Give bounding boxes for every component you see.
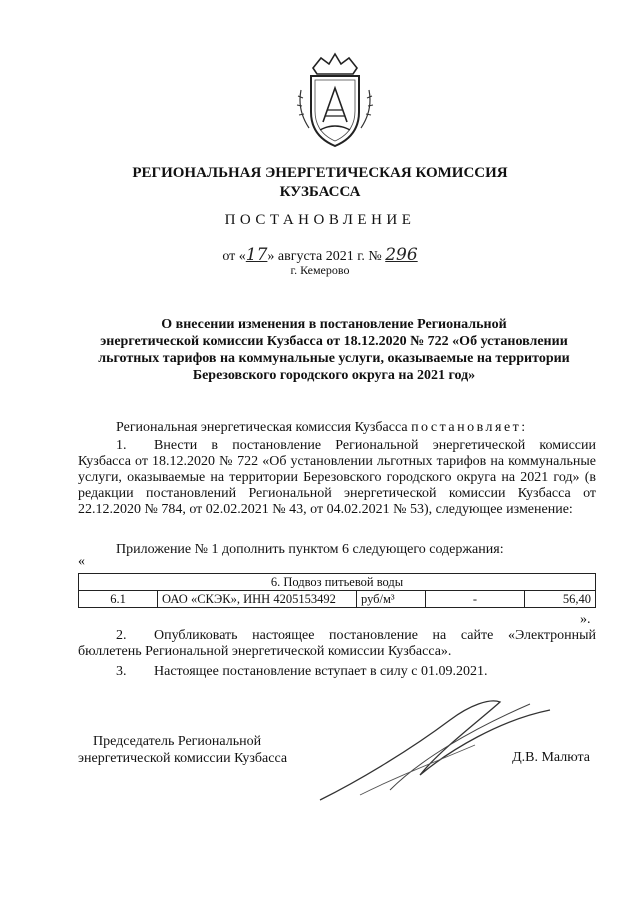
city: г. Кемерово	[290, 263, 350, 277]
coat-of-arms-emblem	[293, 50, 377, 150]
signatory-position: Председатель Региональной энергетической комиссии Кузбасса	[78, 734, 288, 766]
intro-paragraph: Региональная энергетическая комиссия Кузбасса постановляет:	[116, 420, 528, 435]
org-line-2: КУЗБАССА	[279, 184, 361, 200]
table-row: 6.1 ОАО «СКЭК», ИНН 4205153492 руб/м³ - 56,40	[79, 591, 596, 608]
signatory-name: Д.В. Малюта	[512, 750, 590, 765]
paragraph-3: 3. Настоящее постановление вступает в силу с 01.09.2021.	[116, 664, 488, 679]
tariff-table	[78, 573, 596, 608]
quote-close: ».	[580, 612, 591, 627]
paragraph-2: 2. Опубликовать настоящее постановление на сайте «Электронный бюллетень Региональной энергетической комиссии Кузбасса».	[78, 628, 596, 659]
organization-name	[100, 164, 540, 202]
quote-open: «	[78, 554, 85, 569]
date-line: от «17» августа 2021 г. № 296	[222, 245, 418, 265]
org-line-1: РЕГИОНАЛЬНАЯ ЭНЕРГЕТИЧЕСКАЯ КОМИССИЯ	[132, 165, 508, 181]
table-section-row: 6. Подвоз питьевой воды	[79, 574, 596, 591]
annex-paragraph: Приложение № 1 дополнить пунктом 6 следующего содержания:	[116, 542, 504, 557]
handwritten-number: 296	[385, 245, 418, 265]
document-subject: О внесении изменения в постановление Региональной энергетической комиссии Кузбасса от 18.12.2020 № 722 «Об установлении льготных тарифов на коммунальные услуги, оказываемые на территории Березовского городского округа на 2021 год»	[98, 317, 570, 383]
handwritten-day: 17	[245, 245, 268, 265]
document-type: ПОСТАНОВЛЕНИЕ	[224, 212, 416, 228]
paragraph-1: 1. Внести в постановление Региональной энергетической комиссии Кузбасса от 18.12.2020 № 722 «Об установлении льготных тарифов на коммунальные услуги, оказываемые на территории Березовского городского округа на 2021 год» (в редакции постановлений Региональной энергетической комиссии Кузбасса от 22.12.2020 № 784, от 02.02.2021 № 43, от 04.02.2021 № 53), следующее изменение:	[78, 438, 596, 517]
